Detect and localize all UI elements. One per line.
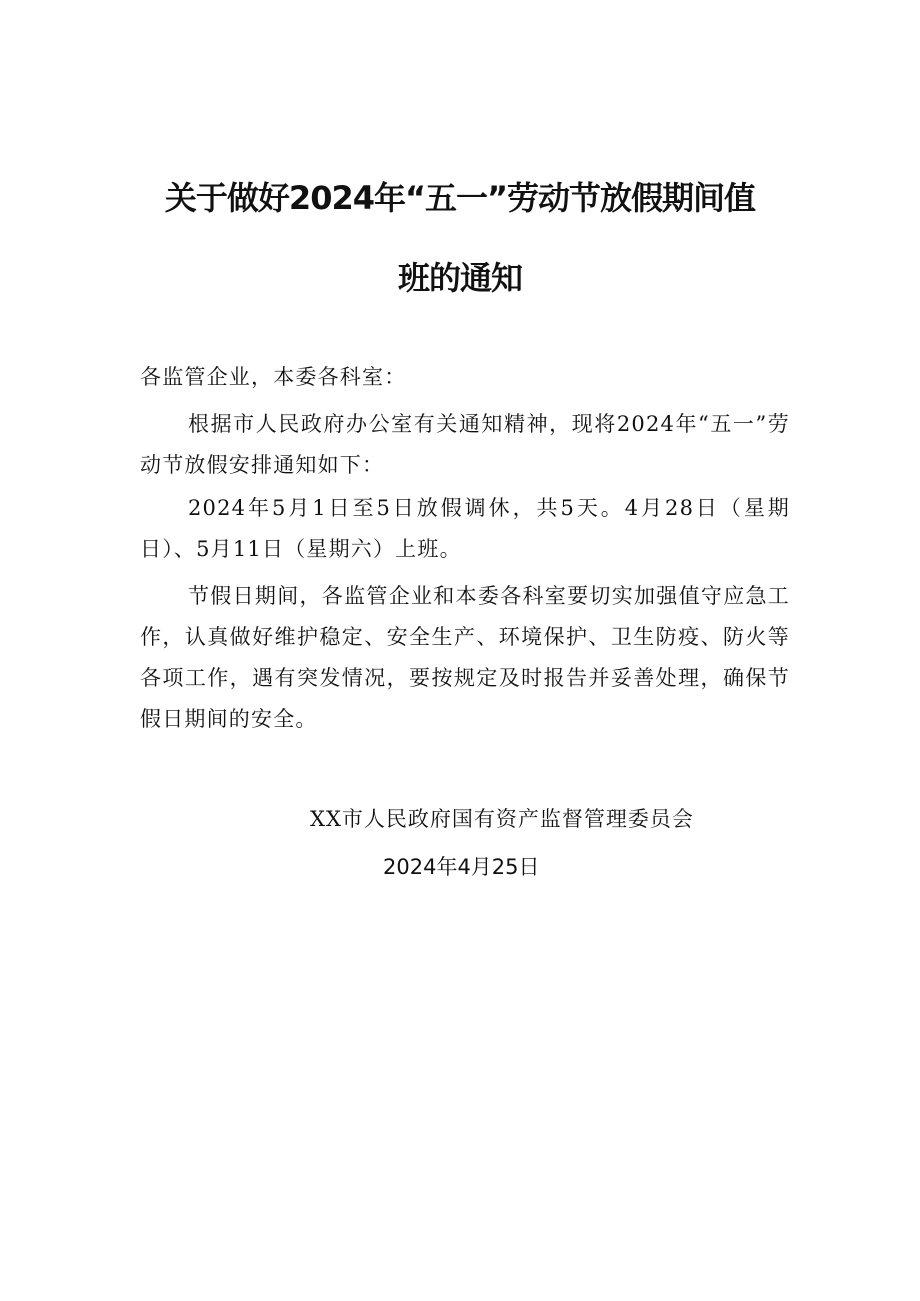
- salutation: 各监管企业，本委各科室：: [140, 365, 407, 389]
- paragraph-notice-intro: 根据市人民政府办公室有关通知精神，现将2024年“五一”劳动节放假安排通知如下：: [140, 412, 790, 477]
- document-title-line-1: 关于做好2024年“五一”劳动节放假期间值: [164, 179, 756, 217]
- issuer-signature: XX市人民政府国有资产监督管理委员会: [310, 807, 694, 831]
- paragraph-holiday-schedule: 2024年5月1日至5日放假调休，共5天。4月28日（星期日）、5月11日（星期六）上班。: [140, 496, 790, 561]
- document-title-line-2: 班的通知: [397, 259, 522, 297]
- issue-date: 2024年4月25日: [383, 855, 540, 879]
- paragraph-duty-requirements: 节假日期间，各监管企业和本委各科室要切实加强值守应急工作，认真做好维护稳定、安全生产、环境保护、卫生防疫、防火等各项工作，遇有突发情况，要按规定及时报告并妥善处理，确保节假日期间的安全。: [140, 584, 790, 731]
